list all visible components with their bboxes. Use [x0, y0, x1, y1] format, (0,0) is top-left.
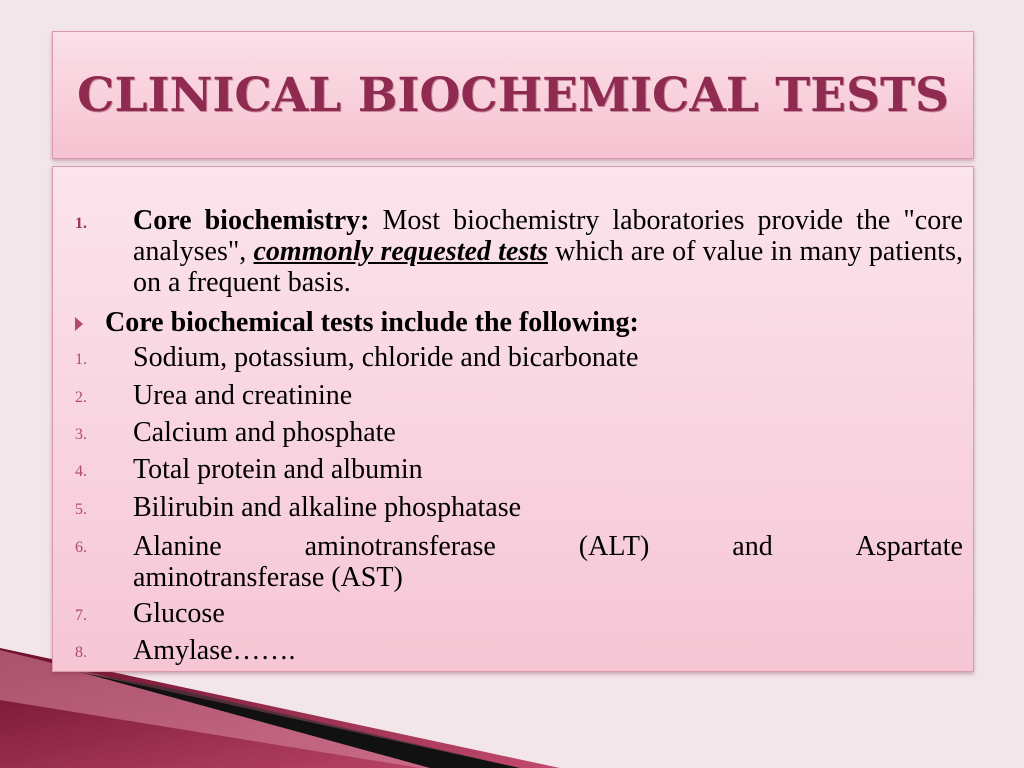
intro-term: Core biochemistry: — [133, 205, 370, 236]
list-number: 8. — [75, 644, 87, 661]
list-item: Calcium and phosphate — [133, 417, 396, 448]
list-number: 6. — [75, 539, 87, 556]
intro-text-before: Most biochemistry laboratories provide the "core analyses", — [133, 205, 963, 267]
list-number: 5. — [75, 501, 87, 518]
list-item: Urea and creatinine — [133, 380, 353, 411]
intro-emphasis: commonly requested tests — [253, 236, 548, 267]
intro-number: 1. — [75, 215, 87, 232]
list-number: 3. — [75, 426, 87, 443]
arrow-bullet-icon — [75, 317, 83, 331]
slide-title: CLINICAL BIOCHEMICAL TESTS — [77, 68, 949, 123]
content-panel — [52, 166, 974, 672]
list-number: 1. — [75, 351, 87, 368]
list-number: 7. — [75, 607, 87, 624]
list-item: Bilirubin and alkaline phosphatase — [133, 492, 522, 523]
list-item: Glucose — [133, 598, 225, 629]
list-number: 2. — [75, 389, 87, 406]
intro-text-after: which are of value in many patients, on a frequent basis. — [133, 236, 963, 298]
list-item: Amylase……. — [133, 635, 296, 666]
list-heading: Core biochemical tests include the following: — [105, 307, 639, 338]
list-item-word: (ALT) — [578, 531, 650, 562]
title-panel — [52, 31, 974, 159]
intro-paragraph — [133, 205, 963, 298]
list-number: 4. — [75, 463, 87, 480]
list-item-word: Alanine — [133, 531, 222, 562]
list-item-word: aminotransferase — [304, 531, 496, 562]
list-item-continuation: aminotransferase (AST) — [133, 562, 403, 593]
list-item-word: and — [732, 531, 773, 562]
list-item: Sodium, potassium, chloride and bicarbonate — [133, 342, 639, 373]
list-item-word: Aspartate — [855, 531, 963, 562]
list-item: Total protein and albumin — [133, 454, 423, 485]
list-item — [133, 531, 963, 562]
